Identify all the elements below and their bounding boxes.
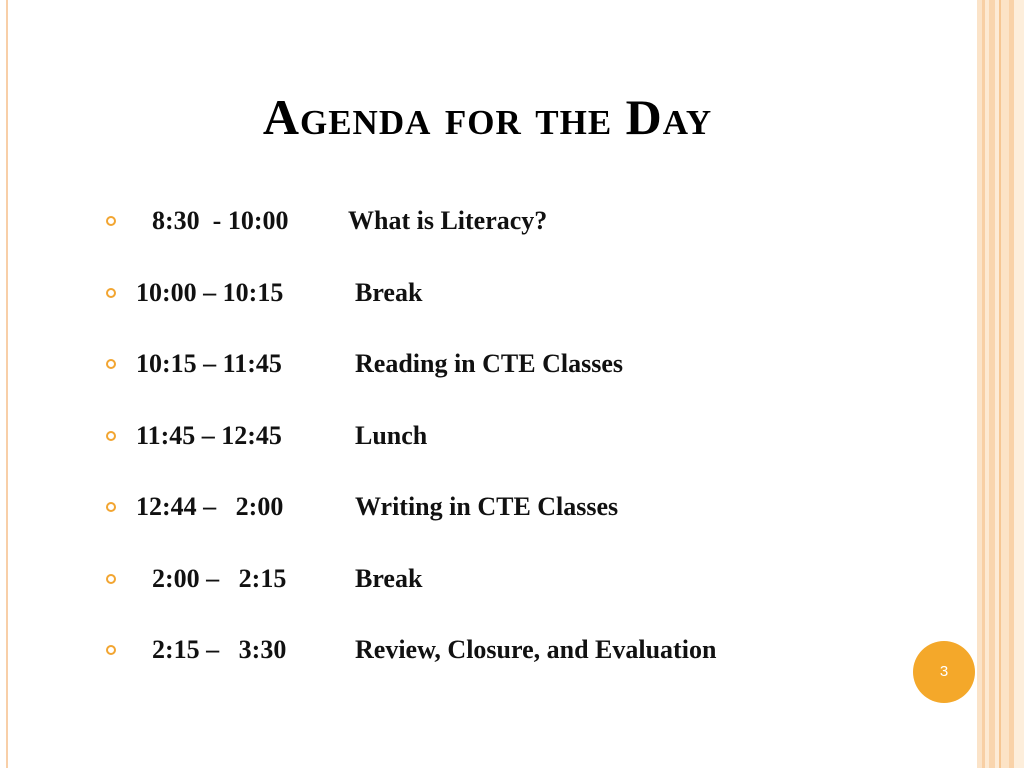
bullet-icon	[106, 645, 116, 655]
right-border-stripe	[1014, 0, 1024, 768]
agenda-item	[104, 272, 964, 344]
agenda-item	[104, 486, 964, 558]
agenda-activity: Review, Closure, and Evaluation	[355, 635, 717, 664]
agenda-item	[104, 343, 964, 415]
agenda-activity: Reading in CTE Classes	[355, 349, 623, 378]
agenda-time: 10:00 – 10:15	[136, 277, 284, 307]
agenda-activity: Break	[355, 563, 423, 593]
bullet-icon	[106, 288, 116, 298]
bullet-icon	[106, 431, 116, 441]
agenda-activity: What is Literacy?	[348, 206, 548, 235]
agenda-item	[104, 415, 964, 487]
agenda-activity: Break	[355, 277, 423, 307]
page-number-badge: 3	[913, 641, 975, 703]
agenda-time: 10:15 – 11:45	[136, 349, 282, 378]
agenda-item	[104, 200, 964, 272]
right-border-stripe	[1001, 0, 1009, 768]
slide-title: Agenda for the Day	[262, 89, 713, 145]
bullet-icon	[106, 359, 116, 369]
agenda-item	[104, 558, 964, 630]
agenda-time: 8:30 - 10:00	[152, 206, 289, 235]
bullet-icon	[106, 216, 116, 226]
agenda-list	[104, 200, 964, 701]
agenda-time: 12:44 – 2:00	[136, 492, 284, 521]
agenda-activity: Writing in CTE Classes	[355, 492, 619, 521]
bullet-icon	[106, 574, 116, 584]
bullet-icon	[106, 502, 116, 512]
agenda-time: 2:15 – 3:30	[152, 635, 287, 664]
agenda-time: 2:00 – 2:15	[152, 563, 287, 593]
agenda-activity: Lunch	[355, 420, 428, 450]
agenda-item	[104, 629, 964, 701]
agenda-time: 11:45 – 12:45	[136, 420, 282, 450]
